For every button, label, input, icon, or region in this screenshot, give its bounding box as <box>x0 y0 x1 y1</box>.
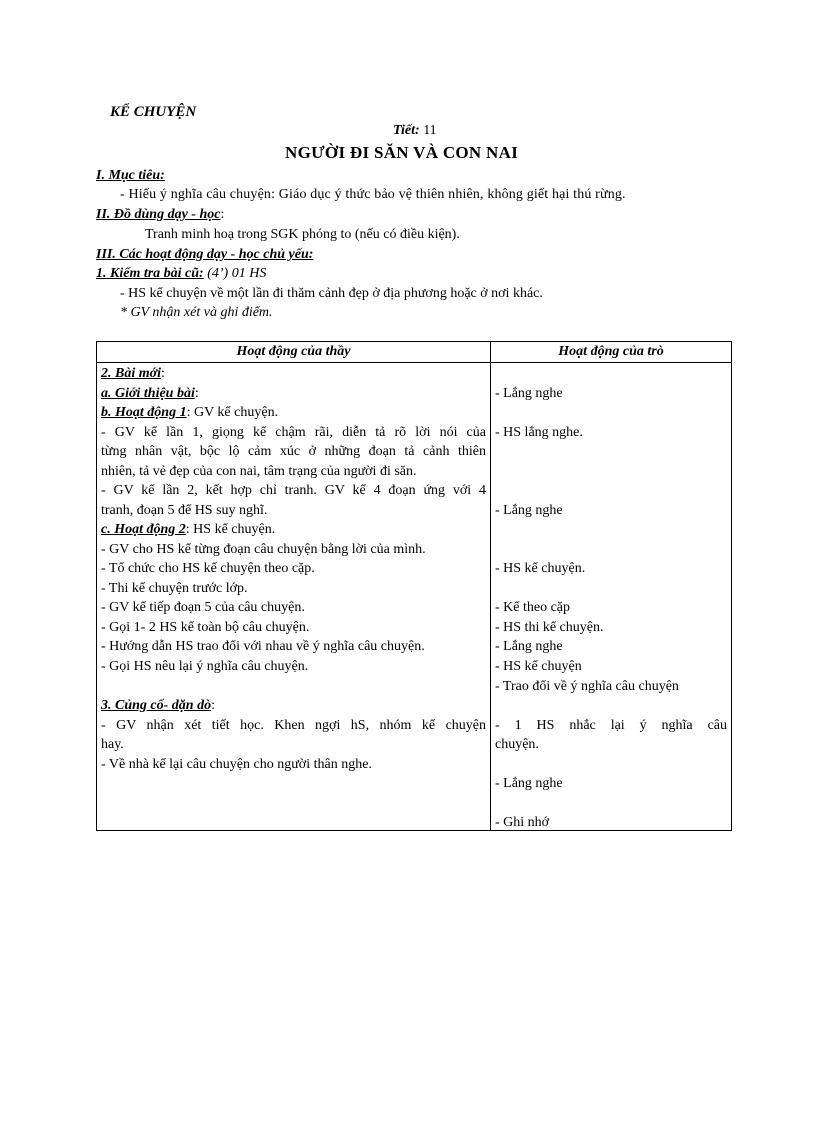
student-cell <box>491 362 732 830</box>
teacher-line: - GV kể lần 2, kết hợp chỉ tranh. GV kể 4 đoạn ứng với 4 <box>101 482 486 498</box>
student-line: - HS lắng nghe. <box>495 424 583 440</box>
table-row <box>97 362 732 830</box>
check-label: 1. Kiểm tra bài cũ: <box>96 266 204 281</box>
teacher-line: - GV cho HS kể từng đoạn câu chuyện bằng lời của mình. <box>101 541 426 557</box>
check-text: - HS kể chuyện về một lần đi thăm cảnh đẹp ở địa phương hoặc ở nơi khác. <box>120 286 543 301</box>
student-line: - HS thi kể chuyện. <box>495 619 604 635</box>
student-line: - Lắng nghe <box>495 775 563 791</box>
teacher-line: - GV kể lần 1, giọng kể chậm rãi, diễn tả rõ lời nói của <box>101 424 486 440</box>
page-title: NGƯỜI ĐI SĂN VÀ CON NAI <box>285 143 519 162</box>
teacher-line: - Thi kể chuyện trước lớp. <box>101 580 248 596</box>
lesson-line <box>393 122 437 140</box>
teacher-line: nhiên, tả vẻ đẹp của con nai, tâm trạng của người đi săn. <box>101 463 417 479</box>
materials-text: Tranh minh hoạ trong SGK phóng to (nếu có điều kiện). <box>145 227 460 242</box>
student-line: - HS kể chuyện. <box>495 560 586 576</box>
student-line: - 1 HS nhắc lại ý nghĩa câu <box>495 717 727 733</box>
section-objectives-label <box>96 167 165 185</box>
teacher-line: c. Hoạt động 2: HS kể chuyện. <box>101 521 276 537</box>
lesson-label: Tiết: <box>393 123 420 138</box>
section-materials-colon: : <box>220 207 225 222</box>
teacher-line: tranh, đoạn 5 để HS suy nghĩ. <box>101 502 268 518</box>
teacher-line: 3. Củng cố- dặn dò: <box>101 697 215 713</box>
teacher-line: - GV nhận xét tiết học. Khen ngợi hS, nhóm kể chuyện <box>101 717 486 733</box>
subject-heading: KỂ CHUYỆN <box>110 104 197 120</box>
teacher-line: 2. Bài mới: <box>101 365 165 381</box>
teacher-line: - Tổ chức cho HS kể chuyện theo cặp. <box>101 560 315 576</box>
teacher-line: - GV kể tiếp đoạn 5 của câu chuyện. <box>101 599 305 615</box>
student-line: - Ghi nhớ <box>495 814 550 830</box>
teacher-line: - Về nhà kể lại câu chuyện cho người thân nghe. <box>101 756 372 772</box>
activity-table <box>96 341 732 831</box>
check-line <box>96 265 266 283</box>
student-line: - Kể theo cặp <box>495 599 571 615</box>
teacher-cell <box>97 362 491 830</box>
teacher-line: a. Giới thiệu bài: <box>101 385 199 401</box>
teacher-line: - Gọi HS nêu lại ý nghĩa câu chuyện. <box>101 658 309 674</box>
teacher-line: - Hướng dẫn HS trao đổi với nhau về ý nghĩa câu chuyện. <box>101 638 425 654</box>
student-line: - Lắng nghe <box>495 385 563 401</box>
table-header-row <box>97 342 732 363</box>
student-line: - Lắng nghe <box>495 638 563 654</box>
section-materials-title: II. Đồ dùng dạy - học <box>96 207 221 222</box>
section-activities-label: III. Các hoạt động dạy - học chủ yếu: <box>96 247 314 262</box>
section-objectives-title: I. Mục tiêu: <box>96 168 165 183</box>
objectives-text: - Hiểu ý nghĩa câu chuyện: Giáo dục ý thức bảo vệ thiên nhiên, không giết hại thú rừng. <box>120 187 626 202</box>
student-line: - Lắng nghe <box>495 502 563 518</box>
student-line: chuyện. <box>495 736 539 752</box>
section-materials-label <box>96 206 224 224</box>
col-header-teacher: Hoạt động của thầy <box>97 342 491 363</box>
teacher-line: hay. <box>101 736 124 752</box>
teacher-line: - Gọi 1- 2 HS kể toàn bộ câu chuyện. <box>101 619 310 635</box>
lesson-number: 11 <box>423 123 437 138</box>
check-detail: (4’) 01 HS <box>203 266 267 281</box>
col-header-student: Hoạt động của trò <box>491 342 732 363</box>
check-note: * GV nhận xét và ghi điểm. <box>120 305 273 320</box>
teacher-line: b. Hoạt động 1: GV kể chuyện. <box>101 404 279 420</box>
student-line: - HS kể chuyện <box>495 658 582 674</box>
teacher-line: từng nhân vật, bộc lộ cảm xúc ở những đoạn tả cảnh thiên <box>101 443 486 459</box>
student-line: - Trao đổi về ý nghĩa câu chuyện <box>495 678 679 694</box>
